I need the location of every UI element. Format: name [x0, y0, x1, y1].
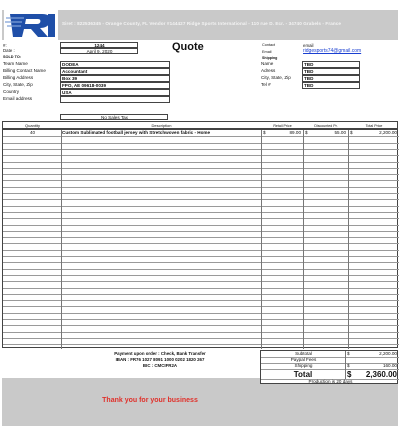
- sold-to-field-label: Billing Address: [3, 75, 34, 80]
- item-retail-currency: $: [263, 130, 266, 135]
- sold-to-field-label: Country: [3, 89, 20, 94]
- shipping-field-value: TBD: [302, 75, 360, 82]
- sold-to-field-value: [60, 96, 170, 103]
- shipping-cost-label: Shipping: [294, 363, 313, 368]
- sold-to-field-value: Box 39: [60, 75, 170, 82]
- shipping-field-value: TBD: [302, 82, 360, 89]
- shipping-label: Shipping: [262, 55, 278, 60]
- item-discount-currency: $: [305, 130, 308, 135]
- header-total: Total Price: [365, 124, 383, 128]
- total-currency: $: [347, 370, 352, 379]
- subtotal-currency: $: [347, 351, 350, 356]
- items-body: [2, 129, 398, 348]
- production-note: Production is 20 days: [308, 379, 353, 384]
- shipping-field-value: TBD: [302, 61, 360, 68]
- sold-to-field-value: FPO, AE 09618-0039: [60, 82, 170, 89]
- payment-bic: BIC : CMCIFR2A: [142, 363, 178, 368]
- payment-iban: IBAN : FR76 1027 8091 1000 0202 1820 267: [115, 357, 205, 362]
- totals-box: [260, 350, 398, 384]
- sold-to-field-label: Billing Contact Name: [3, 68, 46, 73]
- shipping-value: 160.00: [382, 363, 397, 368]
- shipping-field-value: TBD: [302, 68, 360, 75]
- header-quantity: Quantity: [25, 123, 40, 128]
- item-retail-price: 89.00: [289, 130, 301, 135]
- item-total-currency: $: [350, 130, 353, 135]
- invoice-date: April 9, 2020: [60, 48, 138, 54]
- paypal-fees-label: Paypal Fees: [290, 357, 317, 362]
- sold-to-field-label: City, State, Zip: [3, 82, 33, 87]
- invoice-number-label: #:: [3, 43, 7, 48]
- sold-to-field-label: Team Name: [3, 61, 28, 66]
- page-title: Quote: [172, 41, 204, 53]
- sold-to-label: SOLD TO:: [3, 55, 22, 59]
- footer-band-right: [260, 384, 398, 426]
- item-total-price: 2,200.00: [379, 130, 397, 135]
- email-label: Email: [262, 49, 272, 54]
- contact-value: email: [303, 42, 314, 48]
- subtotal-label: Subtotal: [295, 351, 312, 356]
- shipping-field-label: Adress: [261, 68, 276, 73]
- payment-info: [60, 351, 260, 369]
- item-quantity: 40: [29, 130, 36, 135]
- email-link[interactable]: ridgesports74@gmail.com: [303, 48, 362, 54]
- sold-to-field-value: Accountant: [60, 68, 170, 75]
- invoice-number: 1244: [60, 42, 138, 48]
- items-header: [2, 121, 398, 129]
- header-discounted: Discounted Pr.: [314, 124, 338, 128]
- sales-tax-box: No Sales Tax: [60, 114, 168, 120]
- thank-you-message: Thank you for your business: [102, 397, 198, 404]
- sold-to-field-value: DODEA: [60, 61, 170, 68]
- header-info-line: Siret : 822536345 - Orange County, FL Vendor #144427 Ridge Sports International - 110 rue D. Ecr. - 34740 Grabels - France: [62, 21, 342, 26]
- item-discounted-price: 55.00: [334, 130, 346, 135]
- sold-to-field-label: Email address: [3, 96, 33, 101]
- total-value: 2,360.00: [365, 370, 397, 379]
- header-description: Description: [151, 123, 172, 128]
- shipping-field-label: Name: [261, 61, 274, 66]
- shipping-field-label: Tel #: [261, 82, 271, 87]
- contact-label: Contact: [262, 43, 276, 47]
- sold-to-field-value: USA: [60, 89, 170, 96]
- company-logo: [4, 10, 58, 40]
- subtotal-value: 2,200.00: [379, 351, 397, 356]
- shipping-currency: $: [347, 363, 350, 368]
- payment-terms: Payment upon order : Check, Bank Transfer: [114, 351, 206, 356]
- item-description: Custom Sublimated football jersey with Stretchwoven fabric - Home: [62, 130, 211, 135]
- invoice-date-label: Date :: [3, 48, 15, 53]
- shipping-field-label: City, State, Zip: [261, 75, 291, 80]
- header-retail: Retail Price: [273, 124, 292, 128]
- total-label: Total: [293, 370, 313, 379]
